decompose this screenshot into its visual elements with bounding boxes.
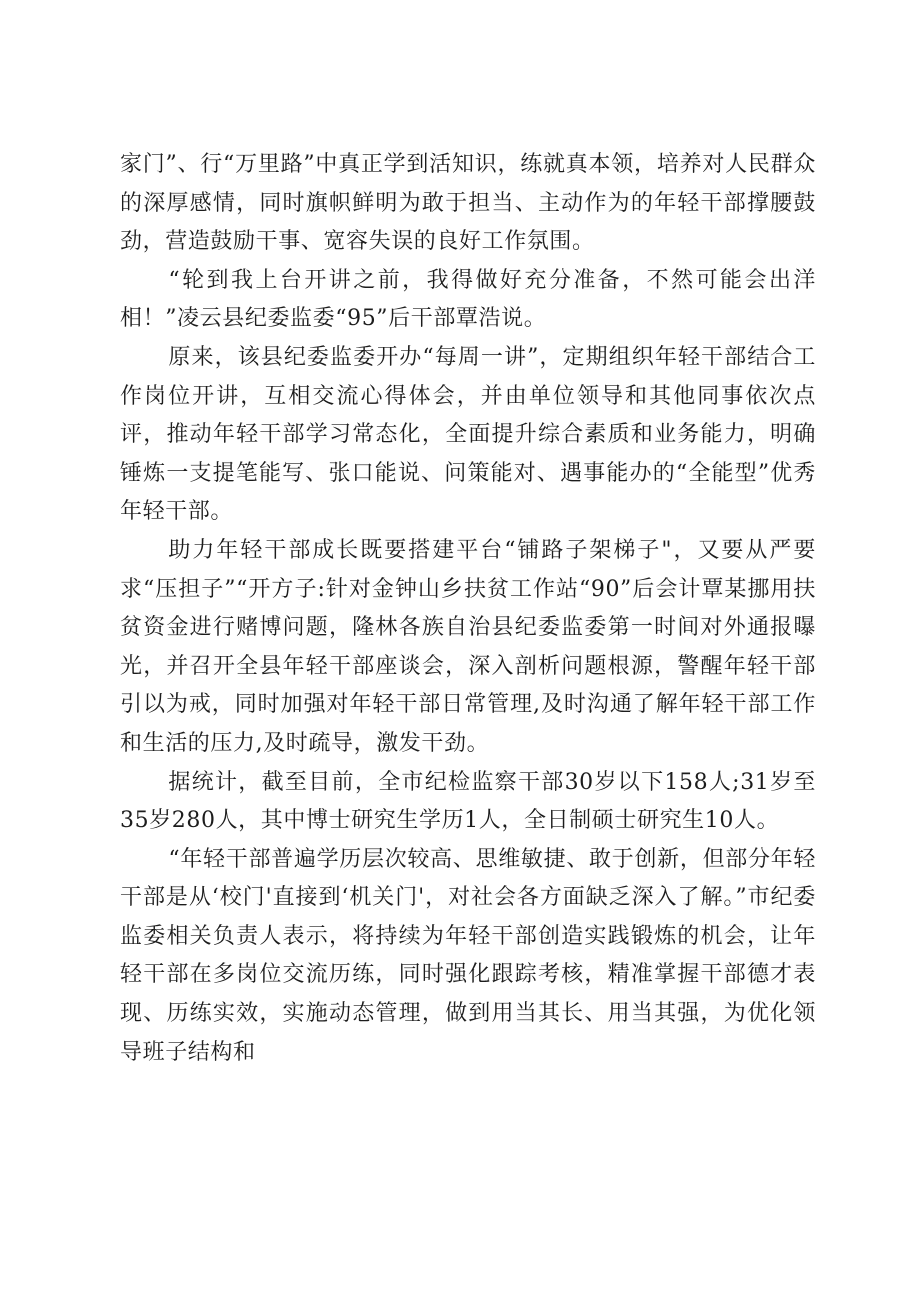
paragraph-4: 助力年轻干部成长既要搭建平台“铺路子架梯子"，又要从严要求“压担子”“开方子:针对金钟山乡扶贫工作站“90”后会计覃某挪用扶贫资金进行赌博问题，隆林各族自治县纪委监委第一时间对外通报曝光，并召开全县年轻干部座谈会，深入剖析问题根源，警醒年轻干部引以为戒，同时加强对年轻干部日常管理,及时沟通了解年轻干部工作和生活的压力,及时疏导，激发干劲。 — [120, 537, 816, 756]
paragraph-3: 原来，该县纪委监委开办“每周一讲”，定期组织年轻干部结合工作岗位开讲，互相交流心得体会，并由单位领导和其他同事依次点评，推动年轻干部学习常态化，全面提升综合素质和业务能力，明确锤炼一支提笔能写、张口能说、问策能对、遇事能办的“全能型”优秀年轻干部。 — [120, 344, 816, 525]
paragraph-1: 家门”、行“万里路”中真正学到活知识，练就真本领，培养对人民群众的深厚感情，同时旗帜鲜明为敢于担当、主动作为的年轻干部撑腰鼓劲，营造鼓励干事、宽容失误的良好工作氛围。 — [120, 152, 816, 255]
document-body — [120, 146, 816, 1072]
paragraph-6: “年轻干部普遍学历层次较高、思维敏捷、敢于创新，但部分年轻干部是从‘校门'直接到‘机关门'，对社会各方面缺乏深入了解。”市纪委监委相关负责人表示，将持续为年轻干部创造实践锻炼的机会，让年轻干部在多岗位交流历练，同时强化跟踪考核，精准掌握干部德才表现、历练实效，实施动态管理，做到用当其长、用当其强，为优化领导班子结构和 — [120, 846, 816, 1065]
paragraph-2: “轮到我上台开讲之前，我得做好充分准备，不然可能会出洋相！”凌云县纪委监委“95”后干部覃浩说。 — [120, 267, 816, 332]
paragraph-5: 据统计，截至目前，全市纪检监察干部30岁以下158人;31岁至35岁280人，其中博士研究生学历1人，全日制硕士研究生10人。 — [120, 769, 816, 834]
